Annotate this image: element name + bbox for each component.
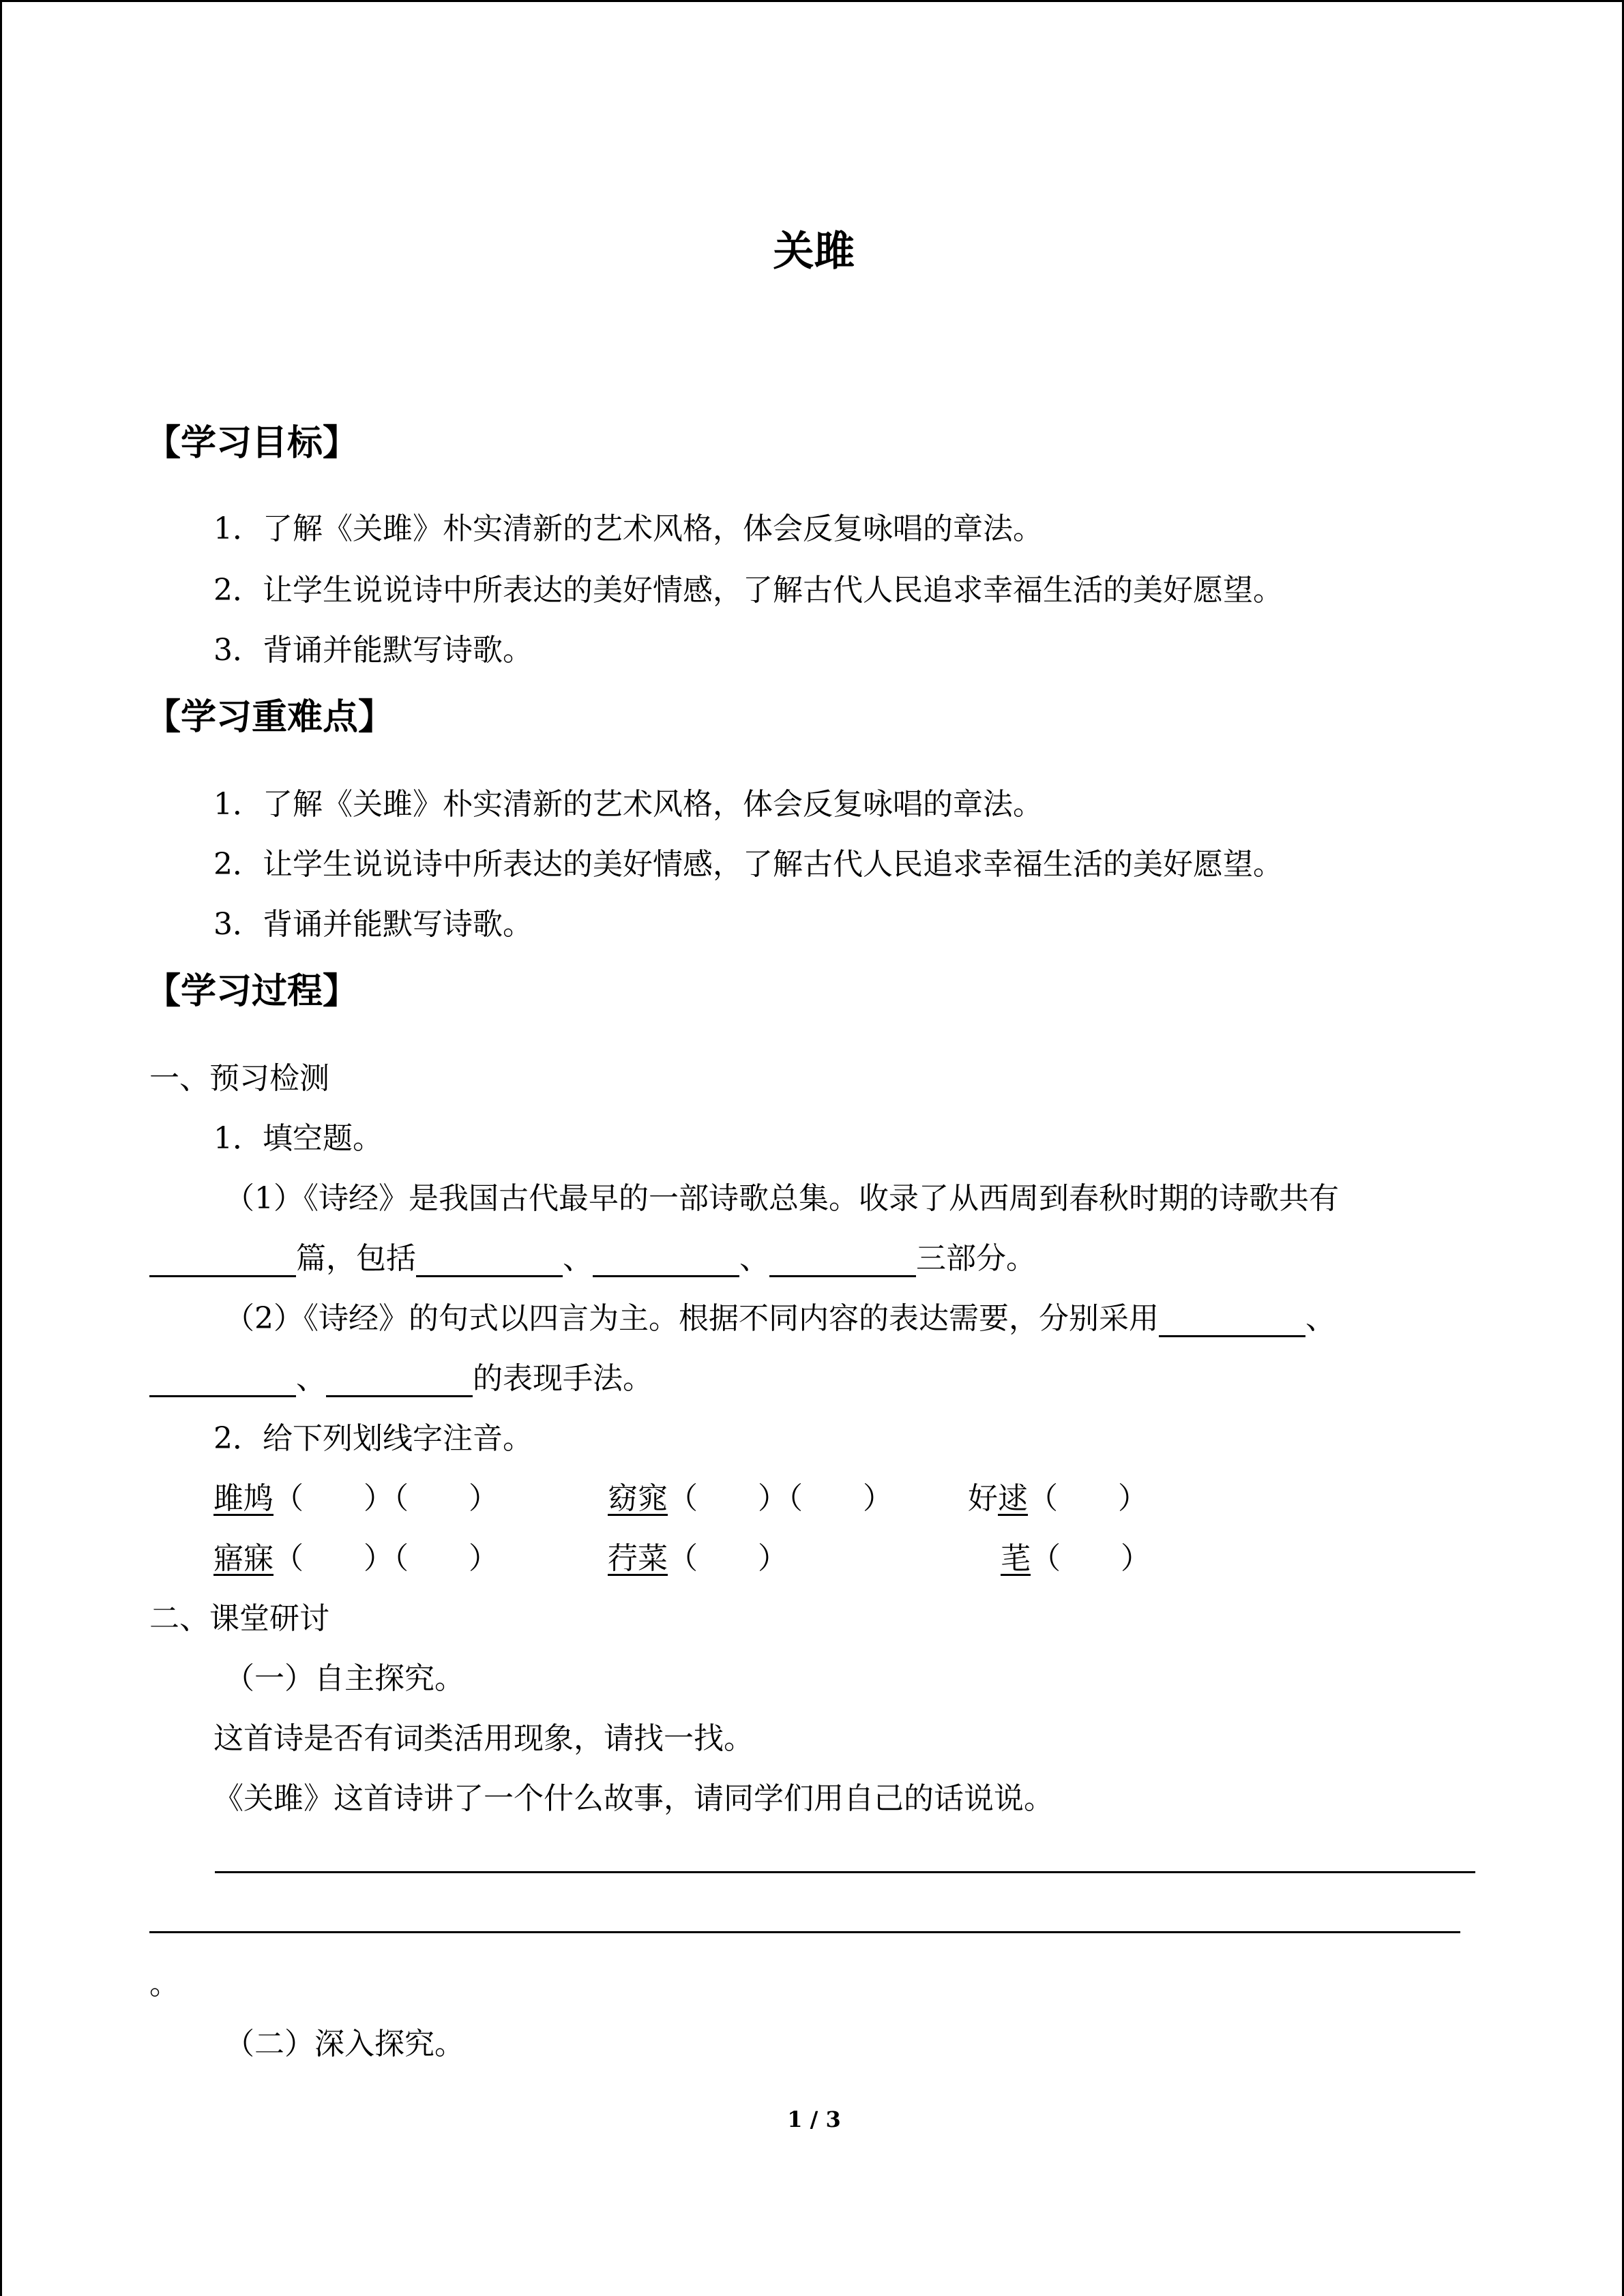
q1-2-line1 (224, 1294, 1335, 1337)
answer-blank[interactable] (326, 1362, 473, 1397)
end-mark: 。 (149, 1967, 179, 2001)
underlined-word: 荇菜 (608, 1541, 668, 1576)
answer-line-2[interactable] (149, 1931, 1460, 1933)
section-heading-keypoints: 【学习重难点】 (145, 697, 394, 738)
q1-1-text: 篇，包括 (296, 1241, 416, 1276)
keypoint-item-2: 2．让学生说说诗中所表达的美好情感，了解古代人民追求幸福生活的美好愿望。 (213, 847, 1283, 882)
section-heading-process: 【学习过程】 (145, 971, 359, 1012)
pinyin-blank[interactable]: （ ） (1028, 1481, 1148, 1516)
q1-1-end: 三部分。 (916, 1241, 1036, 1276)
pinyin-blank[interactable]: （ ） (668, 1541, 788, 1576)
keypoint-item-3: 3．背诵并能默写诗歌。 (213, 907, 533, 942)
pinyin-item-1 (213, 1474, 499, 1517)
answer-blank[interactable] (769, 1242, 916, 1277)
pinyin-item-5 (608, 1534, 788, 1577)
pinyin-blank[interactable]: （ ） (274, 1481, 394, 1516)
page-title: 关雎 (773, 228, 855, 275)
answer-blank[interactable] (416, 1242, 563, 1277)
goal-item-2: 2．让学生说说诗中所表达的美好情感，了解古代人民追求幸福生活的美好愿望。 (213, 573, 1283, 608)
answer-line-1[interactable] (215, 1871, 1475, 1873)
answer-blank[interactable] (1159, 1302, 1305, 1337)
separator: 、 (1305, 1301, 1335, 1336)
pinyin-blank[interactable]: （ ） (1031, 1541, 1151, 1576)
pinyin-item-6 (1001, 1534, 1151, 1577)
pinyin-item-4 (213, 1534, 499, 1577)
pinyin-blank[interactable]: （ ） (394, 1481, 499, 1516)
underlined-word: 寤寐 (213, 1541, 274, 1576)
keypoint-item-1: 1．了解《关雎》朴实清新的艺术风格，体会反复咏唱的章法。 (213, 787, 1043, 822)
q1-2-text: （2）《诗经》的句式以四言为主。根据不同内容的表达需要，分别采用 (224, 1301, 1159, 1336)
separator: 、 (563, 1241, 593, 1276)
underlined-word: 逑 (998, 1481, 1028, 1516)
q2-label: 2．给下列划线字注音。 (213, 1421, 533, 1456)
underlined-word: 雎鸠 (213, 1481, 274, 1516)
classroom-sub2: （二）深入探究。 (224, 2027, 464, 2061)
q1-1-line2 (149, 1234, 1036, 1277)
answer-blank[interactable] (149, 1362, 296, 1397)
q1-1-line1: （1）《诗经》是我国古代最早的一部诗歌总集。收录了从西周到春秋时期的诗歌共有 (224, 1181, 1339, 1216)
q1-2-end: 的表现手法。 (473, 1361, 653, 1396)
preview-heading: 一、预习检测 (149, 1061, 329, 1096)
pinyin-item-2 (608, 1474, 893, 1517)
goal-item-3: 3．背诵并能默写诗歌。 (213, 633, 533, 668)
underlined-word: 芼 (1001, 1541, 1031, 1576)
answer-blank[interactable] (593, 1242, 739, 1277)
pinyin-blank[interactable]: （ ） (274, 1541, 394, 1576)
section-heading-goals: 【学习目标】 (145, 423, 359, 464)
separator: 、 (296, 1361, 326, 1396)
classroom-heading: 二、课堂研讨 (149, 1601, 329, 1636)
pinyin-blank[interactable]: （ ） (668, 1481, 788, 1516)
classroom-question-a: 这首诗是否有词类活用现象，请找一找。 (213, 1721, 754, 1756)
underlined-word: 窈窕 (608, 1481, 668, 1516)
plain-char: 好 (968, 1481, 998, 1516)
q1-2-line2 (149, 1354, 653, 1397)
pinyin-item-3 (968, 1474, 1148, 1517)
answer-blank[interactable] (149, 1242, 296, 1277)
pinyin-blank[interactable]: （ ） (394, 1541, 499, 1576)
pinyin-blank[interactable]: （ ） (788, 1481, 893, 1516)
page-number: 1 / 3 (787, 2106, 841, 2132)
separator: 、 (739, 1241, 769, 1276)
q1-label: 1．填空题。 (213, 1121, 383, 1156)
classroom-sub1: （一）自主探究。 (224, 1661, 464, 1696)
classroom-question-b: 《关雎》这首诗讲了一个什么故事，请同学们用自己的话说说。 (213, 1781, 1054, 1816)
goal-item-1: 1．了解《关雎》朴实清新的艺术风格，体会反复咏唱的章法。 (213, 511, 1043, 546)
